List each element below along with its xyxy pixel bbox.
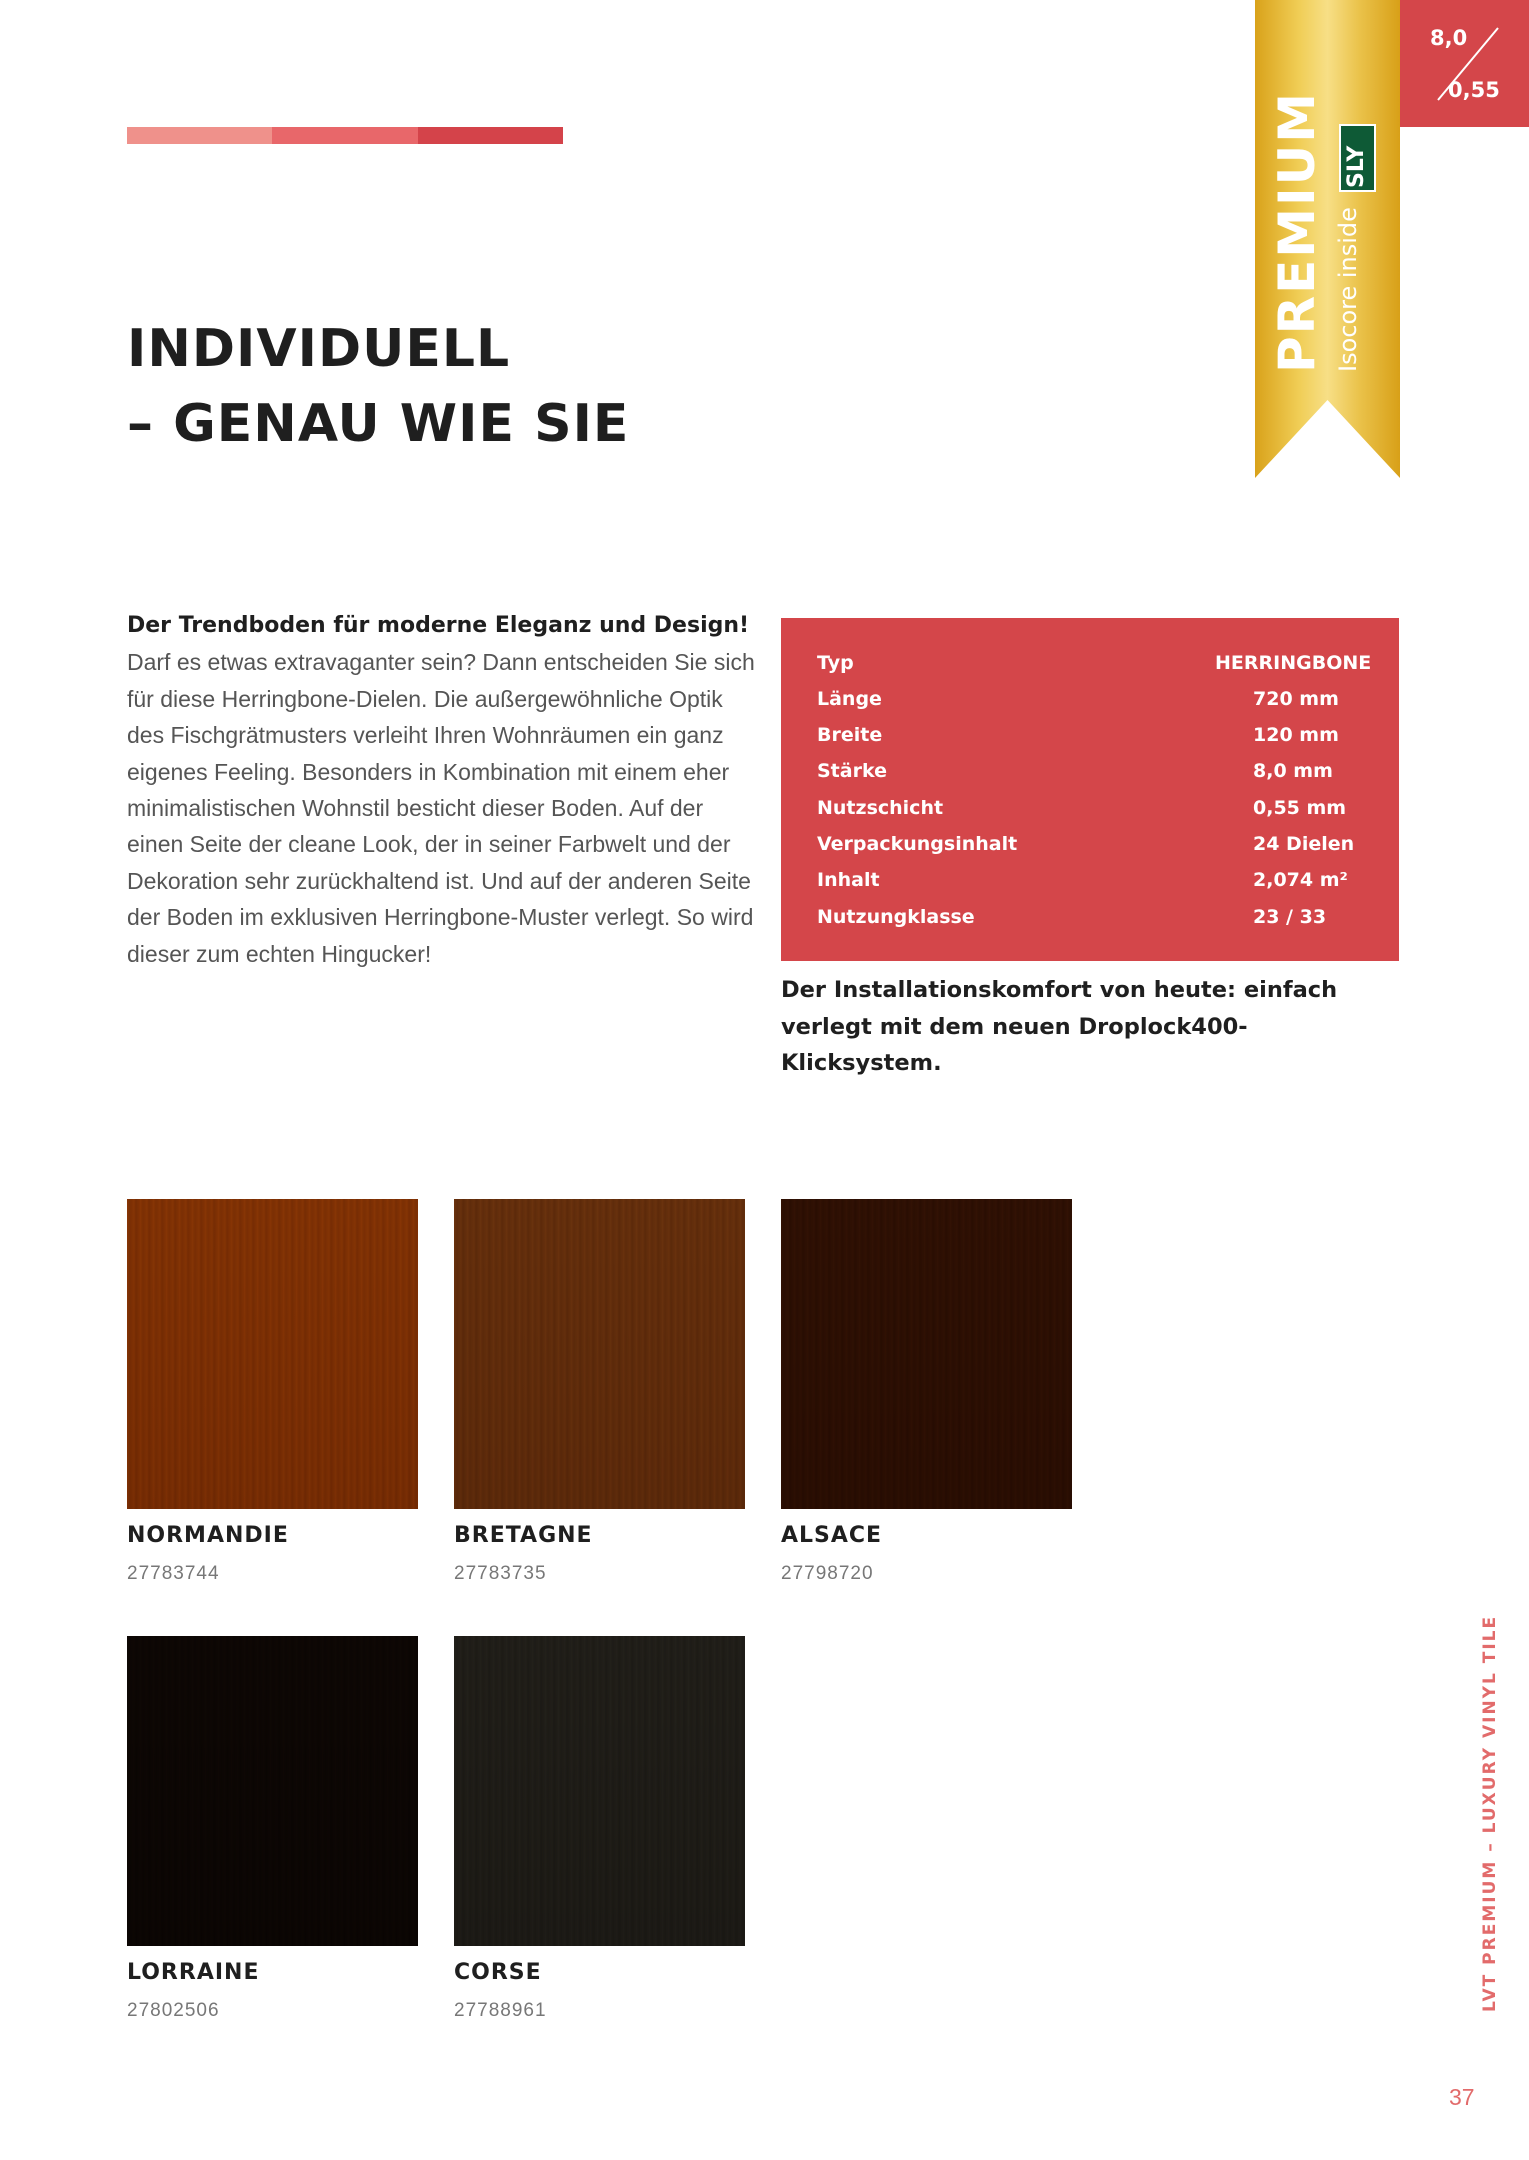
product-name: BRETAGNE <box>454 1523 593 1548</box>
spec-row <box>817 869 1377 905</box>
spec-label: Verpackungsinhalt <box>817 833 1018 855</box>
ribbon-title: PREMIUM <box>1268 90 1326 373</box>
swatch-alsace[interactable] <box>781 1199 1072 1509</box>
sly-logo <box>1339 124 1376 192</box>
page-headline <box>127 312 629 462</box>
spec-value: 8,0 mm <box>1253 760 1333 782</box>
headline-line-1: INDIVIDUELL <box>127 319 511 379</box>
spec-label: Breite <box>817 724 883 746</box>
spec-row <box>817 688 1377 724</box>
headline-line-2: – GENAU WIE SIE <box>127 394 630 454</box>
color-bar-segment <box>418 127 563 144</box>
intro-paragraph: Darf es etwas extravaganter sein? Dann entscheiden Sie sich für diese Herringbone-Dielen. Die außergewöhnliche Optik des Fischgrätmusters verleiht Ihren Wohnräumen ein ganz eigenes Feeling. Besonders in Kombination mit einem eher minimalistischen Wohnstil besticht dieser Boden. Auf der einen Seite der cleane Look, der in seiner Farbwelt und der Dekoration sehr zurückhaltend ist. Und auf der anderen Seite der Boden im exklusiven Herringbone-Muster verlegt. So wird dieser zum echten Hingucker! <box>127 649 755 967</box>
swatch-bretagne[interactable] <box>454 1199 745 1509</box>
intro-heading: Der Trendboden für moderne Eleganz und Design! <box>127 613 750 638</box>
decorative-color-bar <box>127 127 563 144</box>
swatch-lorraine[interactable] <box>127 1636 418 1946</box>
product-code: 27802506 <box>127 2000 220 2021</box>
spec-value: 24 Dielen <box>1253 833 1355 855</box>
spec-label: Nutzungklasse <box>817 906 975 928</box>
spec-table <box>781 618 1399 961</box>
product-name: ALSACE <box>781 1523 883 1548</box>
spec-label: Länge <box>817 688 882 710</box>
product-code: 27788961 <box>454 2000 547 2021</box>
spec-value: 120 mm <box>1253 724 1339 746</box>
product-code: 27783735 <box>454 1563 547 1584</box>
installation-note: Der Installationskomfort von heute: einfach verlegt mit dem neuen Droplock400-Klicksystem. <box>781 977 1338 1076</box>
product-name: NORMANDIE <box>127 1523 289 1548</box>
spec-value: 23 / 33 <box>1253 906 1327 928</box>
side-category-label: LVT PREMIUM – LUXURY VINYL TILE <box>1480 1614 1500 2012</box>
spec-row <box>817 833 1377 869</box>
product-name: CORSE <box>454 1960 542 1985</box>
spec-label: Nutzschicht <box>817 797 944 819</box>
spec-value: 0,55 mm <box>1253 797 1347 819</box>
product-code: 27783744 <box>127 1563 220 1584</box>
swatch-corse[interactable] <box>454 1636 745 1946</box>
thickness-badge <box>1400 0 1529 127</box>
color-bar-segment <box>272 127 417 144</box>
spec-value: HERRINGBONE <box>1215 652 1372 674</box>
spec-row <box>817 652 1377 688</box>
sly-logo-text: SLY <box>1344 145 1369 188</box>
spec-label: Typ <box>817 652 854 674</box>
color-bar-segment <box>127 127 272 144</box>
spec-label: Inhalt <box>817 869 880 891</box>
spec-row <box>817 724 1377 760</box>
spec-row <box>817 760 1377 796</box>
spec-value: 2,074 m² <box>1253 869 1348 891</box>
spec-row <box>817 797 1377 833</box>
badge-thickness-value: 8,0 <box>1430 26 1468 50</box>
badge-wear-layer-value: 0,55 <box>1448 78 1500 102</box>
product-name: LORRAINE <box>127 1960 260 1985</box>
product-code: 27798720 <box>781 1563 874 1584</box>
swatch-normandie[interactable] <box>127 1199 418 1509</box>
spec-row <box>817 906 1377 942</box>
ribbon-subtitle: Isocore inside <box>1334 207 1362 372</box>
badge-divider-icon <box>1400 0 1529 127</box>
spec-label: Stärke <box>817 760 887 782</box>
intro-text-block <box>127 608 757 972</box>
page-number: 37 <box>1449 2084 1475 2110</box>
spec-value: 720 mm <box>1253 688 1339 710</box>
